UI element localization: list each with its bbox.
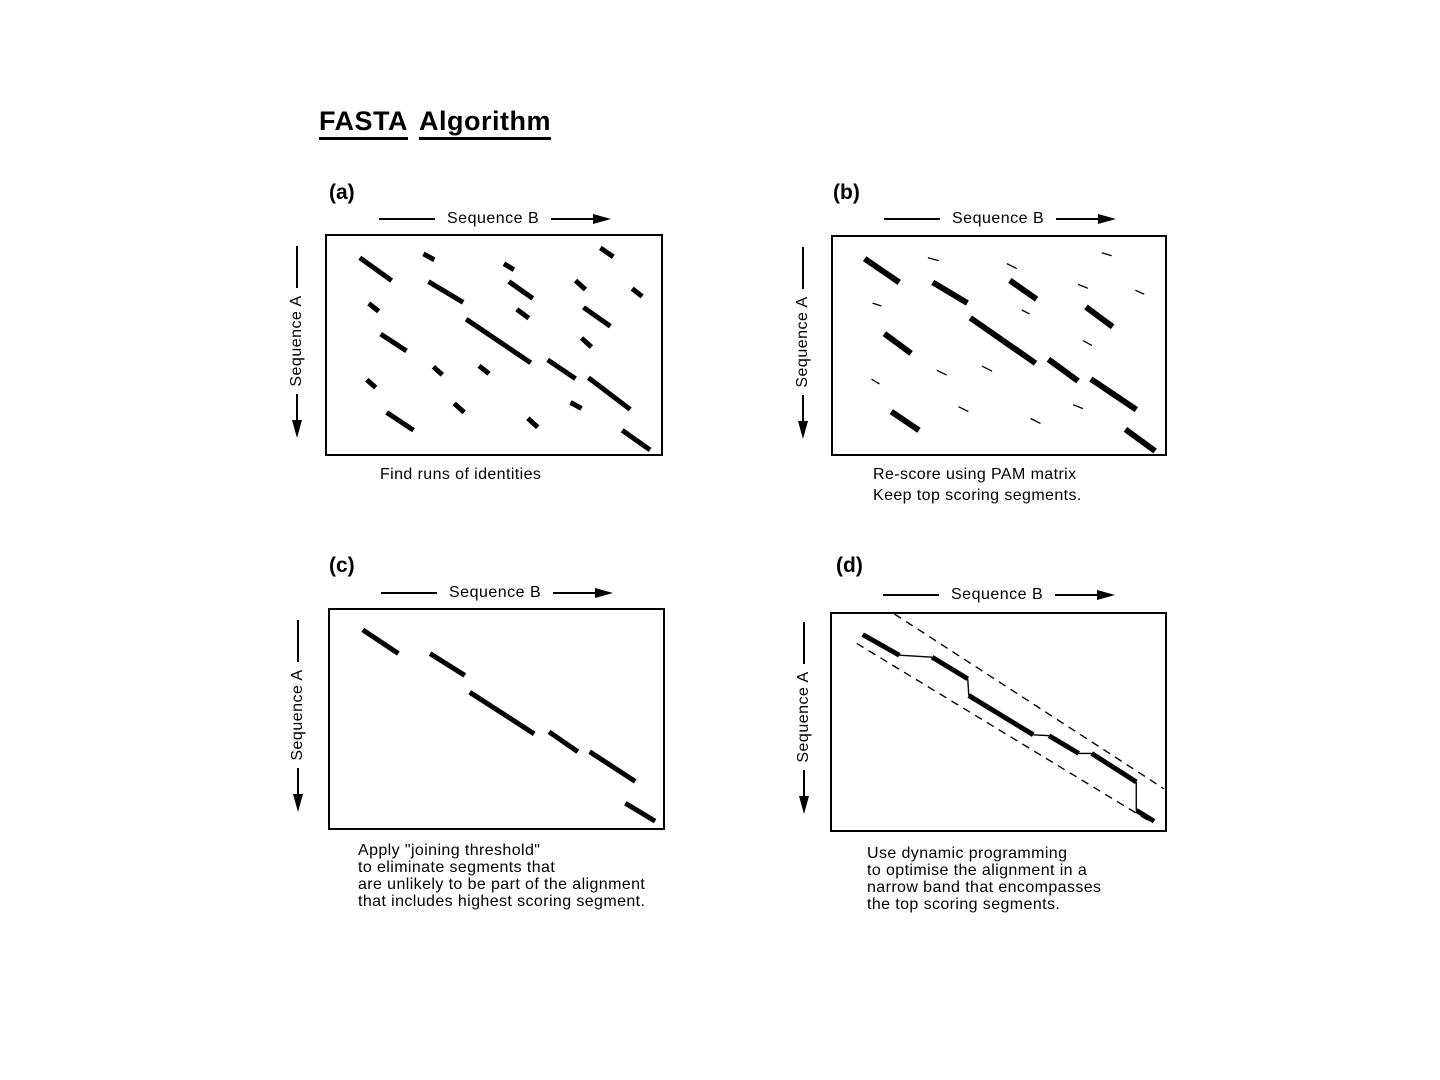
caption-line: Use dynamic programming [867,845,1068,862]
y-axis-label: Sequence A [794,296,811,388]
panel-c-y-axis [285,620,311,812]
panel-c-letter: (c) [329,554,355,577]
dot-plot-a [325,234,663,456]
y-axis-line [802,247,804,289]
caption-line: to eliminate segments that [358,859,556,876]
x-axis-label: Sequence B [951,586,1044,603]
panel-a-x-axis [379,208,611,230]
title-word-fasta: FASTA [319,106,408,140]
panel-d-caption [867,845,1101,913]
caption-line: that includes highest scoring segment. [358,893,646,910]
caption-line: Re-score using PAM matrix [873,466,1077,483]
x-axis-label: Sequence B [449,584,542,601]
panel-b-x-axis [884,208,1116,230]
down-arrow-icon [798,395,808,439]
dot-plot-c [328,608,665,830]
panel-d-x-axis [883,584,1115,606]
x-axis-line [883,594,939,596]
page-title [319,106,551,137]
caption-line: Apply "joining threshold" [358,842,541,859]
dot-plot-d [830,612,1167,832]
panel-b-y-axis [790,247,816,439]
panel-c-caption [358,842,645,910]
y-axis-line [803,622,805,664]
y-axis-label: Sequence A [795,671,812,763]
right-arrow-icon [1055,590,1115,600]
down-arrow-icon [292,394,302,438]
caption-line: are unlikely to be part of the alignment [358,876,646,893]
y-axis-label: Sequence A [289,669,306,761]
x-axis-label: Sequence B [447,210,540,227]
x-axis-line [381,592,437,594]
down-arrow-icon [293,768,303,812]
caption-line: the top scoring segments. [867,896,1061,913]
panel-c-x-axis [381,582,613,604]
caption-line: narrow band that encompasses [867,879,1102,896]
y-axis-line [296,246,298,288]
title-word-algorithm: Algorithm [419,106,551,140]
panel-d-letter: (d) [836,554,863,577]
right-arrow-icon [553,588,613,598]
panel-a-y-axis [284,246,310,438]
caption-line: to optimise the alignment in a [867,862,1088,879]
down-arrow-icon [799,770,809,814]
panel-d-y-axis [791,622,817,814]
dot-plot-b [831,235,1167,456]
right-arrow-icon [1056,214,1116,224]
panel-a-letter: (a) [329,181,355,204]
caption-line: Keep top scoring segments. [873,487,1082,504]
caption-line: Find runs of identities [380,466,542,483]
y-axis-label: Sequence A [288,295,305,387]
panel-b-caption [873,464,1082,506]
right-arrow-icon [551,214,611,224]
y-axis-line [297,620,299,662]
x-axis-line [379,218,435,220]
panel-a-caption [380,465,541,485]
x-axis-line [884,218,940,220]
panel-b-letter: (b) [833,181,860,204]
x-axis-label: Sequence B [952,210,1045,227]
